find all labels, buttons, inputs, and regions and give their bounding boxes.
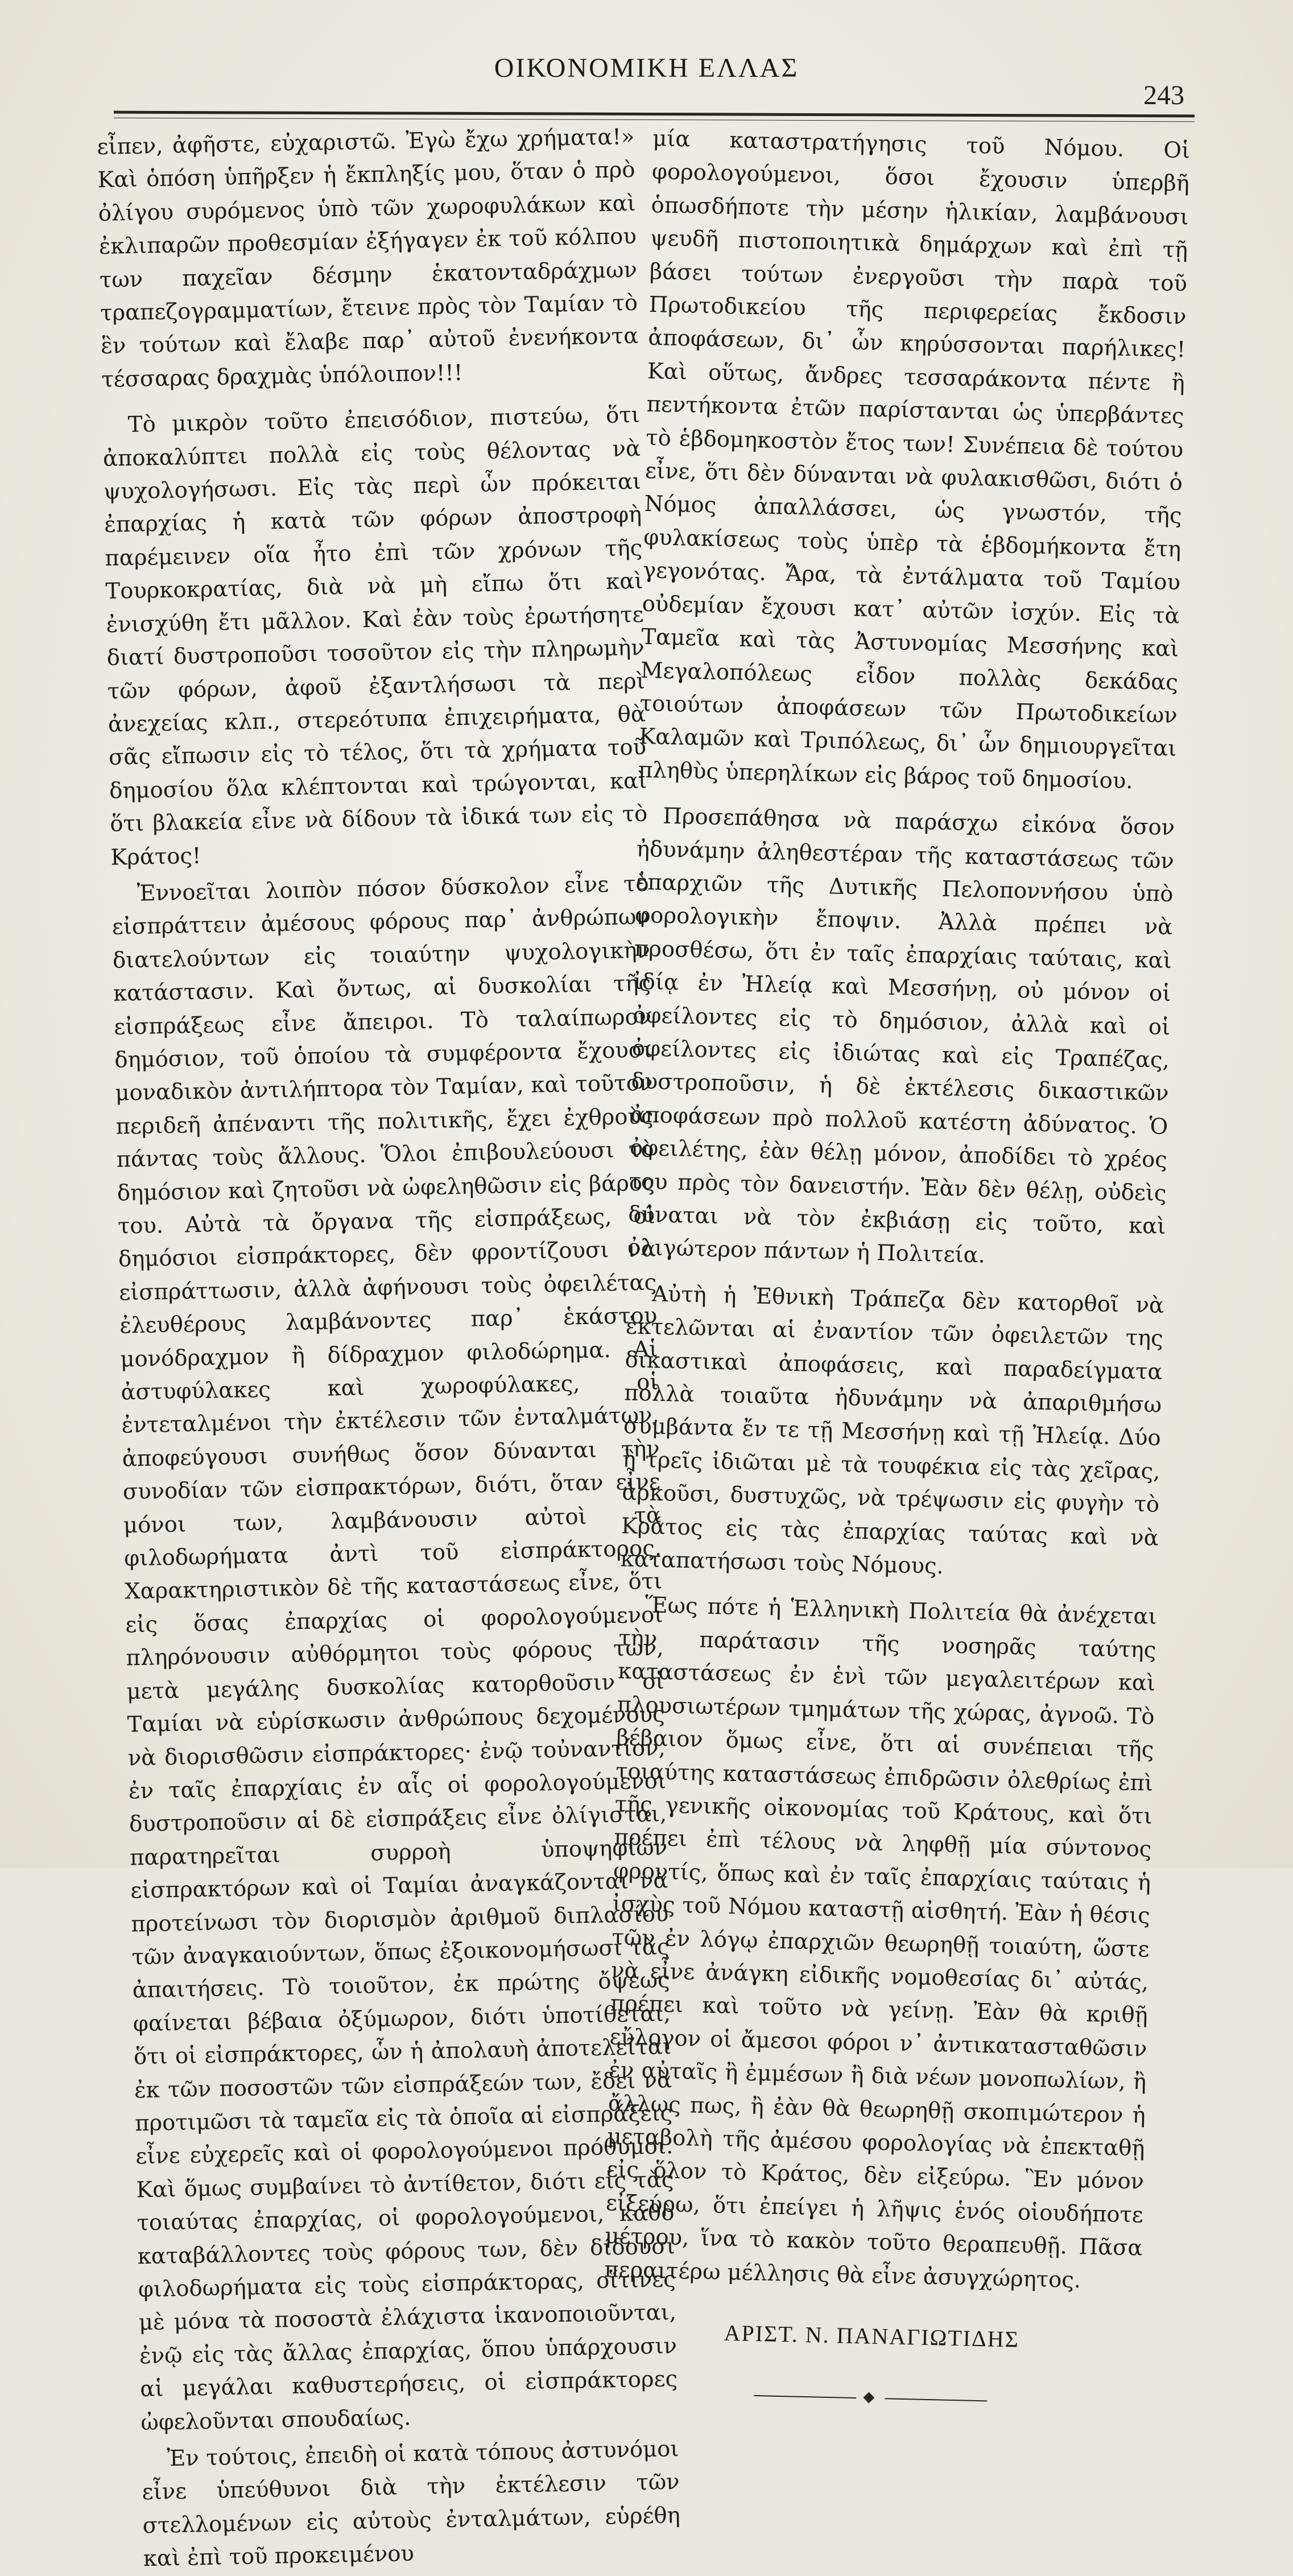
- page-number: 243: [1143, 80, 1184, 110]
- right-paragraph-3: Αὐτὴ ἡ Ἐθνικὴ Τράπεζα δὲν κατορθοῖ νὰ ἐκτελῶνται αἱ ἐναντίον τῶν ὀφειλετῶν της δικαστικαὶ ἀποφάσεις, καὶ παραδείγματα πολλὰ τοιαῦτα ἠδυνάμην νὰ ἀπαριθμήσω συμβάντα ἔν τε τῇ Μεσσήνῃ καὶ τῇ Ἠλείᾳ. Δύο ἢ τρεῖς ἰδιῶται μὲ τὰ τουφέκια εἰς τὰς χεῖρας, ἀρκοῦσι, δυστυχῶς, νὰ τρέψωσιν εἰς φυγὴν τὸ Κράτος εἰς τὰς ἐπαρχίας ταύτας καὶ νὰ καταπατήσωσι τοὺς Νόμους.: [620, 1281, 1164, 1580]
- ornament-diamond-icon: [863, 2392, 874, 2404]
- ornament-line-right: [885, 2398, 987, 2402]
- right-paragraph-2: Προσεπάθησα νὰ παράσχω εἰκόνα ὅσον ἠδυνάμην ἀληθεστέραν τῆς καταστάσεως τῶν ἐπαρχιῶν τῆς Δυτικῆς Πελοποννήσου ὑπὸ φορολογικὴν ἔποψιν. Ἀλλὰ πρέπει νὰ προσθέσω, ὅτι ἐν ταῖς ἐπαρχίαις ταύταις, καὶ ἰδίᾳ ἐν Ἠλείᾳ καὶ Μεσσήνῃ, οὐ μόνον οἱ ὀφείλοντες εἰς τὸ δημόσιον, ἀλλὰ καὶ οἱ ὀφείλοντες εἰς ἰδιώτας καὶ εἰς Τραπέζας, δυστροποῦσιν, ἡ δὲ ἐκτέλεσις δικαστικῶν ἀποφάσεων πρὸ πολλοῦ κατέστη ἀδύνατος. Ὁ ὀφειλέτης, ἐὰν θέλῃ μόνον, ἀποδίδει τὸ χρέος του πρὸς τὸν δανειστήν. Ἐὰν δὲν θέλῃ, οὐδεὶς δύναται νὰ τὸν ἐκβιάσῃ εἰς τοῦτο, καὶ ὀλιγώτερον πάντων ἡ Πολιτεία.: [627, 803, 1175, 1269]
- right-paragraph-1: μία καταστρατήγησις τοῦ Νόμου. Οἱ φορολογούμενοι, ὅσοι ἔχουσιν ὑπερβῆ ὁπωσδήποτε τὴν μέσην ἡλικίαν, λαμβάνουσι ψευδῆ πιστοποιητικὰ δημάρχων καὶ ἐπὶ τῇ βάσει τούτων ἐνεργοῦσι τὴν παρὰ τοῦ Πρωτοδικείου τῆς περιφερείας ἔκδοσιν ἀποφάσεων, δι᾽ ὧν κηρύσσονται παρήλικες! Καὶ οὕτως, ἄνδρες τεσσαράκοντα πέντε ἢ πεντήκοντα ἐτῶν παρίστανται ὡς ὑπερβάντες τὸ ἑβδομηκοστὸν ἔτος των! Συνέπεια δὲ τούτου εἶνε, ὅτι δὲν δύνανται νὰ φυλακισθῶσι, διότι ὁ Νόμος ἀπαλλάσσει, ὡς γνωστόν, τῆς φυλακίσεως τοὺς ὑπὲρ τὰ ἑβδομήκοντα ἔτη γεγονότας. Ἄρα, τὰ ἐντάλματα τοῦ Ταμίου οὐδεμίαν ἔχουσι κατ᾽ αὐτῶν ἰσχύν. Εἰς τὰ Ταμεῖα καὶ τὰς Ἀστυνομίας Μεσσήνης καὶ Μεγαλοπόλεως εἶδον πολλὰς δεκάδας τοιούτων ἀποφάσεων τῶν Πρωτοδικείων Καλαμῶν καὶ Τριπόλεως, δι᾽ ὧν δημιουργεῖται πληθὺς ὑπερηλίκων εἰς βάρος τοῦ δημοσίου.: [638, 125, 1191, 794]
- end-ornament: [754, 2390, 987, 2406]
- left-paragraph-1: εἶπεν, ἀφῆστε, εὐχαριστῶ. Ἐγὼ ἔχω χρήματα!» Καὶ ὁπόση ὑπῆρξεν ἡ ἔκπληξίς μου, ὅταν ὁ πρὸ ὀλίγου συρόμενος ὑπὸ τῶν χωροφυλάκων καὶ ἐκλιπαρῶν προθεσμίαν ἐξήγαγεν ἐκ τοῦ κόλπου των παχεῖαν δέσμην ἑκατονταδράχμων τραπεζογραμματίων, ἔτεινε πρὸς τὸν Ταμίαν τὸ ἓν τούτων καὶ ἔλαβε παρ᾽ αὐτοῦ ἐνενήκοντα τέσσαρας δραχμὰς ὑπόλοιπον!!!: [97, 123, 639, 393]
- left-paragraph-2: Τὸ μικρὸν τοῦτο ἐπεισόδιον, πιστεύω, ὅτι ἀποκαλύπτει πολλὰ εἰς τοὺς θέλοντας νὰ ψυχολογήσωσι. Εἰς τὰς περὶ ὧν πρόκειται ἐπαρχίας ἡ κατὰ τῶν φόρων ἀποστροφὴ παρέμεινεν οἵα ἦτο ἐπὶ τῶν χρόνων τῆς Τουρκοκρατίας, διὰ νὰ μὴ εἴπω ὅτι καὶ ἐνισχύθη ἔτι μᾶλλον. Καὶ ἐὰν τοὺς ἐρωτήσητε διατί δυστροποῦσι τοσοῦτον εἰς τὴν πληρωμὴν τῶν φόρων, ἀφοῦ ἐξαντλήσωσι τὰ περὶ ἀνεχείας κλπ., στερεότυπα ἐπιχειρήματα, θὰ σᾶς εἴπωσιν εἰς τὸ τέλος, ὅτι τὰ χρήματα τοῦ δημοσίου ὅλα κλέπτονται καὶ τρώγονται, καὶ ὅτι βλακεία εἶνε νὰ δίδουν τὰ ἰδικά των εἰς τὸ Κράτος!: [102, 402, 648, 871]
- left-paragraph-3: Ἐννοεῖται λοιπὸν πόσον δύσκολον εἶνε τὸ εἰσπράττειν ἀμέσους φόρους παρ᾽ ἀνθρώπων διατελούντων εἰς τοιαύτην ψυχολογικὴν κατάστασιν. Καὶ ὄντως, αἱ δυσκολίαι τῆς εἰσπράξεως εἶνε ἄπειροι. Τὸ ταλαίπωρον δημόσιον, τοῦ ὁποίου τὰ συμφέροντα ἔχουσι μοναδικὸν ἀντιλήπτορα τὸν Ταμίαν, καὶ τοῦτον περιδεῆ ἀπέναντι τῆς πολιτικῆς, ἔχει ἐχθροὺς πάντας τοὺς ἄλλους. Ὅλοι ἐπιβουλεύουσι τὸ δημόσιον καὶ ζητοῦσι νὰ ὠφεληθῶσιν εἰς βάρος του. Αὐτὰ τὰ ὄργανα τῆς εἰσπράξεως, οἱ δημόσιοι εἰσπράκτορες, δὲν φροντίζουσι νὰ εἰσπράττωσιν, ἀλλὰ ἀφήνουσι τοὺς ὀφειλέτας ἐλευθέρους λαμβάνοντες παρ᾽ ἑκάστου μονόδραχμον ἢ δίδραχμον φιλοδώρημα. Αἱ ἀστυφύλακες καὶ χωροφύλακες, οἱ ἐντεταλμένοι τὴν ἐκτέλεσιν τῶν ἐνταλμάτων, ἀποφεύγουσι συνήθως ὅσον δύνανται τὴν συνοδίαν τῶν εἰσπρακτόρων, διότι, ὅταν εἶνε μόνοι των, λαμβάνουσιν αὐτοὶ τὰ φιλοδωρήματα ἀντὶ τοῦ εἰσπράκτορος. Χαρακτηριστικὸν δὲ τῆς καταστάσεως εἶνε, ὅτι εἰς ὅσας ἐπαρχίας οἱ φορολογούμενοι πληρόνουσιν αὐθόρμητοι τοὺς φόρους των, μετὰ μεγάλης δυσκολίας κατορθοῦσιν οἱ Ταμίαι νὰ εὑρίσκωσιν ἀνθρώπους δεχομένους νὰ διορισθῶσιν εἰσπράκτορες· ἐνῷ τοὐναντίον, ἐν ταῖς ἐπαρχίαις ἐν αἷς οἱ φορολογούμενοι δυστροποῦσιν αἱ δὲ εἰσπράξεις εἶνε ὀλίγισται, παρατηρεῖται συρροὴ ὑποψηφίων εἰσπρακτόρων καὶ οἱ Ταμίαι ἀναγκάζονται νὰ προτείνωσι τὸν διορισμὸν ἀριθμοῦ διπλασίου τῶν ἀναγκαιούντων, ὅπως ἐξοικονομήσωσι τὰς ἀπαιτήσεις. Τὸ τοιοῦτον, ἐκ πρώτης ὄψεως φαίνεται βέβαια ὀξύμωρον, διότι ὑποτίθεται, ὅτι οἱ εἰσπράκτορες, ὧν ἡ ἀπολαυὴ ἀποτελεῖται ἐκ τῶν ποσοστῶν τῶν εἰσπράξεών των, ἔδει νὰ προτιμῶσι τὰ ταμεῖα εἰς τὰ ὁποῖα αἱ εἰσπράξεις εἶνε εὐχερεῖς καὶ οἱ φορολογούμενοι πρόθυμοι. Καὶ ὅμως συμβαίνει τὸ ἀντίθετον, διότι εἰς τὰς τοιαύτας ἐπαρχίας, οἱ φορολογούμενοι, καθὸ καταβάλλοντες τοὺς φόρους των, δὲν δίδουσι φιλοδωρήματα εἰς τοὺς εἰσπράκτορας, οἵτινες μὲ μόνα τὰ ποσοστὰ ἐλάχιστα ἱκανοποιοῦνται, ἐνῷ εἰς τὰς ἄλλας ἐπαρχίας, ὅπου ὑπάρχουσιν αἱ μεγάλαι καθυστερήσεις, οἱ εἰσπράκτορες ὠφελοῦνται σπουδαίως.: [111, 871, 678, 2435]
- header-rule-thick: [114, 111, 1195, 118]
- right-paragraph-4: Ἕως πότε ἡ Ἑλληνικὴ Πολιτεία θὰ ἀνέχεται τὴν παράτασιν τῆς νοσηρᾶς ταύτης καταστάσεως ἐν ἑνὶ τῶν μεγαλειτέρων καὶ πλουσιωτέρων τμημάτων τῆς χώρας, ἀγνοῶ. Τὸ βέβαιον ὅμως εἶνε, ὅτι αἱ συνέπειαι τῆς τοιαύτης καταστάσεως ἐπιδρῶσιν ὀλεθρίως ἐπὶ τῆς γενικῆς οἰκονομίας τοῦ Κράτους, καὶ ὅτι πρέπει ἐπὶ τέλους νὰ ληφθῇ μία σύντονος φροντίς, ὅπως καὶ ἐν ταῖς ἐπαρχίαις ταύταις ἡ ἰσχὺς τοῦ Νόμου καταστῇ αἰσθητή. Ἐὰν ἡ θέσις τῶν ἐν λόγῳ ἐπαρχιῶν θεωρηθῇ τοιαύτη, ὥστε νὰ εἶνε ἀνάγκη εἰδικῆς νομοθεσίας δι᾽ αὐτάς, πρέπει καὶ τοῦτο νὰ γείνῃ. Ἐὰν θὰ κριθῇ εὔλογον οἱ ἄμεσοι φόροι ν᾽ ἀντικατασταθῶσιν ἐν αὐταῖς ἢ ἐμμέσων ἢ διὰ νέων μονοπωλίων, ἢ ἄλλως πως, ἢ ἐὰν θὰ θεωρηθῇ σκοπιμώτερον ἡ μεταβολὴ τῆς ἀμέσου φορολογίας νὰ ἐπεκταθῇ εἰς ὅλον τὸ Κράτος, δὲν εἰξεύρω. Ἓν μόνον εἰξεύρω, ὅτι ἐπείγει ἡ λῆψις ἑνός οἱουδήποτε μέτρου, ἵνα τὸ κακὸν τοῦτο θεραπευθῇ. Πᾶσα περαιτέρω μέλλησις θὰ εἶνε ἀσυγχώρητος.: [604, 1592, 1158, 2293]
- ornament-line-left: [754, 2395, 856, 2398]
- right-column: [601, 122, 1191, 2410]
- author-signature: ΑΡΙΣΤ. Ν. ΠΑΝΑΓΙΩΤΙΔΗΣ: [724, 2319, 1020, 2352]
- header-rule-thin: [114, 118, 1195, 122]
- left-column: [97, 121, 681, 2576]
- running-head-title: ΟΙΚΟΝΟΜΙΚΗ ΕΛΛΑΣ: [494, 53, 799, 83]
- left-paragraph-4: Ἐν τούτοις, ἐπειδὴ οἱ κατὰ τόπους ἀστυνόμοι εἶνε ὑπεύθυνοι διὰ τὴν ἐκτέλεσιν τῶν στελλομένων εἰς αὐτοὺς ἐνταλμάτων, εὑρέθη καὶ ἐπὶ τοῦ προκειμένου: [142, 2436, 681, 2572]
